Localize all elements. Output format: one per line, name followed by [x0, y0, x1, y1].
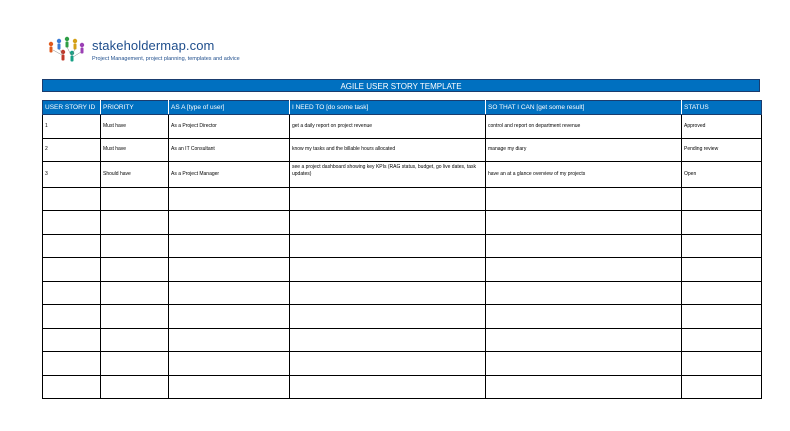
empty-cell[interactable]	[486, 328, 682, 352]
empty-cell[interactable]	[43, 234, 101, 258]
cell-so-that[interactable]: manage my diary	[486, 138, 682, 162]
cell-as-a[interactable]: As an IT Consultant	[169, 138, 290, 162]
empty-cell[interactable]	[682, 187, 762, 211]
empty-cell[interactable]	[682, 352, 762, 376]
empty-cell[interactable]	[101, 234, 169, 258]
empty-cell[interactable]	[43, 281, 101, 305]
table-header-row	[43, 101, 762, 115]
table-row	[43, 234, 762, 258]
stakeholder-people-icon	[45, 36, 87, 64]
template-title: AGILE USER STORY TEMPLATE	[42, 79, 760, 92]
table-row	[43, 352, 762, 376]
empty-cell[interactable]	[682, 375, 762, 399]
cell-priority[interactable]: Must have	[101, 138, 169, 162]
cell-priority[interactable]: Should have	[101, 162, 169, 188]
empty-cell[interactable]	[43, 328, 101, 352]
empty-cell[interactable]	[290, 211, 486, 235]
empty-cell[interactable]	[169, 328, 290, 352]
table-row	[43, 211, 762, 235]
cell-need[interactable]: see a project dashboard showing key KPIs (RAG status, budget, go live dates, task updates)	[290, 162, 486, 188]
empty-cell[interactable]	[43, 352, 101, 376]
empty-cell[interactable]	[169, 258, 290, 282]
empty-cell[interactable]	[290, 352, 486, 376]
empty-rows	[43, 187, 762, 399]
cell-status[interactable]: Open	[682, 162, 762, 188]
empty-cell[interactable]	[101, 375, 169, 399]
empty-cell[interactable]	[290, 375, 486, 399]
empty-cell[interactable]	[101, 352, 169, 376]
empty-cell[interactable]	[290, 187, 486, 211]
cell-status[interactable]: Pending review	[682, 138, 762, 162]
empty-cell[interactable]	[486, 258, 682, 282]
empty-cell[interactable]	[43, 375, 101, 399]
cell-need[interactable]: get a daily report on project revenue	[290, 115, 486, 139]
table-row	[43, 187, 762, 211]
table-row	[43, 162, 762, 188]
brand-tagline: Project Management, project planning, templates and advice	[92, 56, 240, 62]
empty-cell[interactable]	[682, 234, 762, 258]
empty-cell[interactable]	[169, 375, 290, 399]
empty-cell[interactable]	[101, 211, 169, 235]
empty-cell[interactable]	[43, 258, 101, 282]
empty-cell[interactable]	[290, 234, 486, 258]
empty-cell[interactable]	[486, 211, 682, 235]
cell-as-a[interactable]: As a Project Director	[169, 115, 290, 139]
empty-cell[interactable]	[101, 305, 169, 329]
empty-cell[interactable]	[682, 281, 762, 305]
empty-cell[interactable]	[486, 375, 682, 399]
empty-cell[interactable]	[101, 258, 169, 282]
column-header-i-need-to: I NEED TO [do some task]	[290, 101, 486, 115]
brand-name[interactable]: stakeholdermap.com	[92, 38, 215, 53]
table-row	[43, 375, 762, 399]
empty-cell[interactable]	[169, 281, 290, 305]
table-row	[43, 138, 762, 162]
column-header-user-story-id: USER STORY ID	[43, 101, 101, 115]
user-story-table	[42, 100, 762, 399]
empty-cell[interactable]	[486, 281, 682, 305]
empty-cell[interactable]	[101, 187, 169, 211]
empty-cell[interactable]	[486, 305, 682, 329]
empty-cell[interactable]	[169, 187, 290, 211]
cell-as-a[interactable]: As a Project Manager	[169, 162, 290, 188]
cell-priority[interactable]: Must have	[101, 115, 169, 139]
column-header-so-that-i-can: SO THAT I CAN [get some result]	[486, 101, 682, 115]
empty-cell[interactable]	[101, 281, 169, 305]
empty-cell[interactable]	[682, 211, 762, 235]
empty-cell[interactable]	[169, 234, 290, 258]
empty-cell[interactable]	[290, 281, 486, 305]
empty-cell[interactable]	[169, 352, 290, 376]
empty-cell[interactable]	[682, 258, 762, 282]
cell-id[interactable]: 2	[43, 138, 101, 162]
empty-cell[interactable]	[486, 187, 682, 211]
empty-cell[interactable]	[43, 305, 101, 329]
cell-id[interactable]: 3	[43, 162, 101, 188]
empty-cell[interactable]	[486, 352, 682, 376]
empty-cell[interactable]	[290, 258, 486, 282]
cell-need[interactable]: know my tasks and the billable hours allocated	[290, 138, 486, 162]
empty-cell[interactable]	[101, 328, 169, 352]
empty-cell[interactable]	[682, 328, 762, 352]
empty-cell[interactable]	[169, 305, 290, 329]
table-row	[43, 115, 762, 139]
cell-id[interactable]: 1	[43, 115, 101, 139]
column-header-status: STATUS	[682, 101, 762, 115]
table-row	[43, 305, 762, 329]
column-header-as-a: AS A [type of user]	[169, 101, 290, 115]
cell-so-that[interactable]: control and report on department revenue	[486, 115, 682, 139]
empty-cell[interactable]	[169, 211, 290, 235]
cell-so-that[interactable]: have an at a glance overview of my projects	[486, 162, 682, 188]
column-header-priority: PRIORITY	[101, 101, 169, 115]
empty-cell[interactable]	[486, 234, 682, 258]
empty-cell[interactable]	[43, 211, 101, 235]
table-row	[43, 328, 762, 352]
empty-cell[interactable]	[290, 328, 486, 352]
cell-status[interactable]: Approved	[682, 115, 762, 139]
table-row	[43, 258, 762, 282]
empty-cell[interactable]	[682, 305, 762, 329]
empty-cell[interactable]	[290, 305, 486, 329]
empty-cell[interactable]	[43, 187, 101, 211]
table-row	[43, 281, 762, 305]
